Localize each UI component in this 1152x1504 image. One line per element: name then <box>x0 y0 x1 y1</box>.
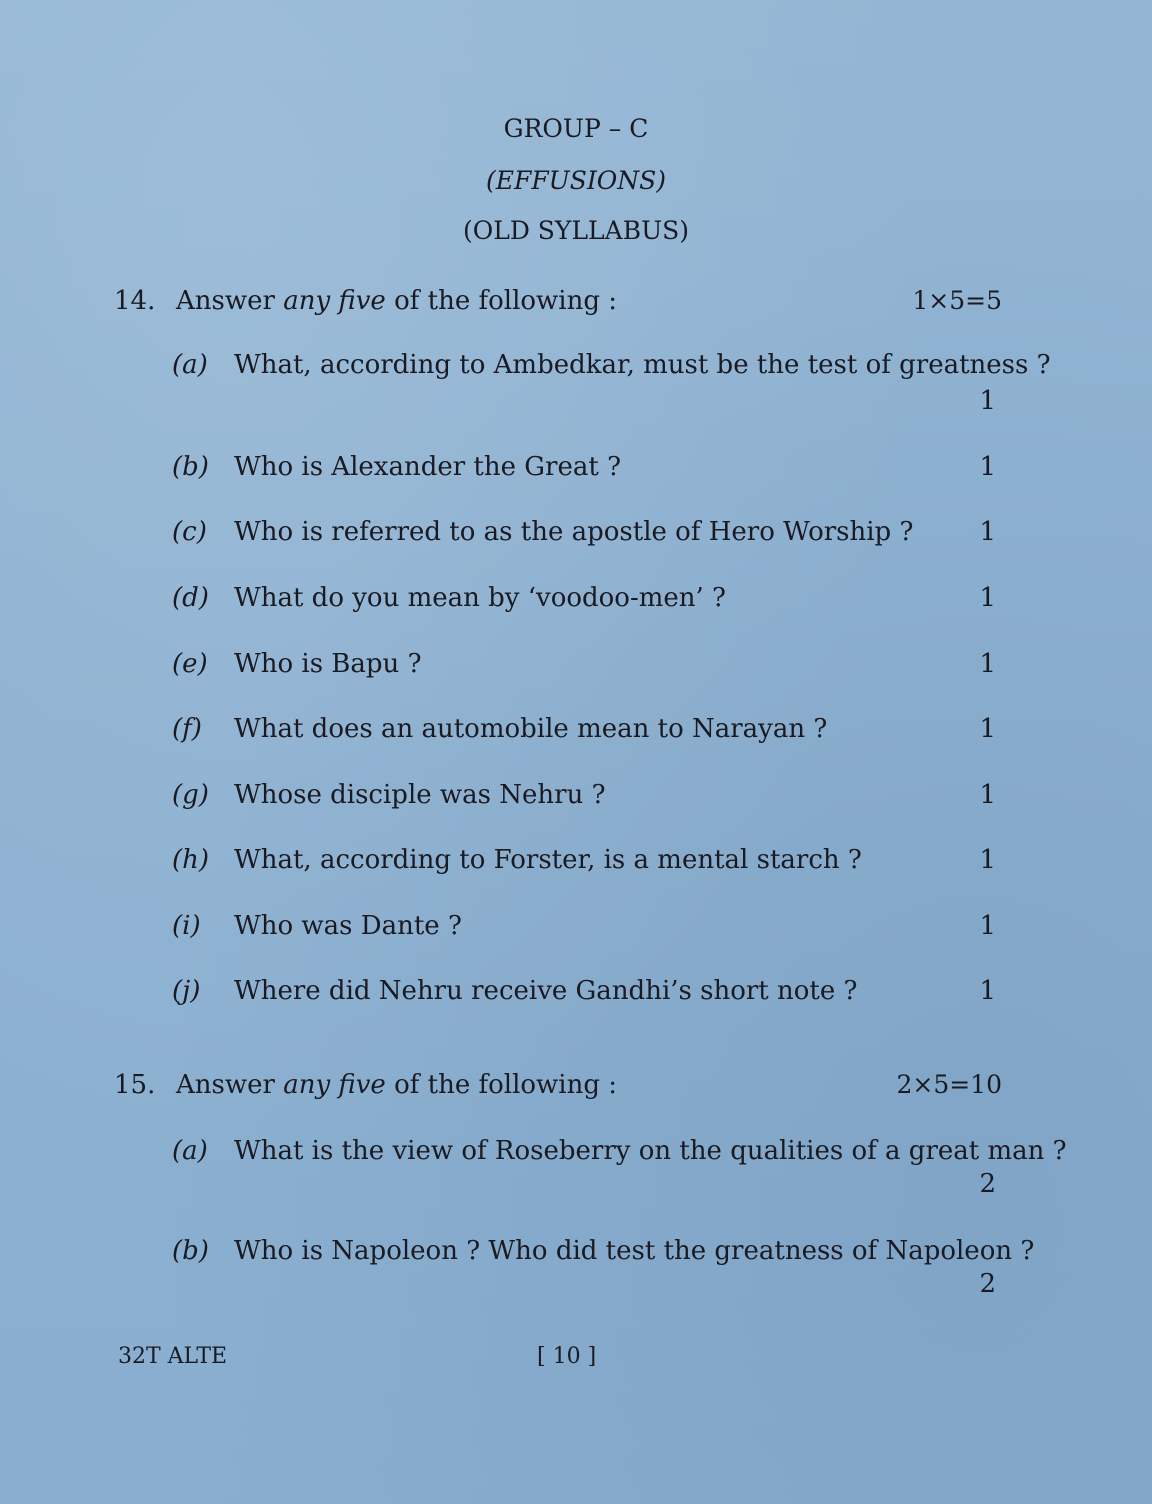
sub-question <box>172 911 462 941</box>
sub-question-marks: 1 <box>979 780 996 810</box>
sub-question-marks: 1 <box>979 583 996 613</box>
sub-question-label: (b) <box>172 1236 209 1266</box>
question-instruction <box>176 286 617 316</box>
question-marks: 2×5=10 <box>896 1070 1002 1099</box>
sub-question-marks: 1 <box>979 714 996 744</box>
sub-question-label: (g) <box>172 780 209 810</box>
page-number: [ 10 ] <box>537 1344 597 1369</box>
sub-question <box>172 1236 1034 1266</box>
sub-question-text: Who is Alexander the Great ? <box>234 452 622 482</box>
sub-question-label: (f) <box>172 714 202 744</box>
sub-question-label: (e) <box>172 649 208 679</box>
sub-question <box>172 1136 1067 1166</box>
sub-question-marks: 1 <box>979 976 996 1006</box>
sub-question-text: What, according to Ambedkar, must be the test of greatness ? <box>234 350 1051 380</box>
instruction-emphasis: any five <box>283 1070 386 1100</box>
sub-question <box>172 780 606 810</box>
sub-question-label: (h) <box>172 845 210 875</box>
sub-question-label: (c) <box>172 517 207 547</box>
instruction-prefix: Answer <box>176 1070 284 1100</box>
sub-question-marks: 2 <box>979 1269 996 1299</box>
question-number: 15. <box>114 1070 156 1100</box>
sub-question-text: Who is referred to as the apostle of Hero Worship ? <box>234 517 914 547</box>
instruction-suffix: of the following : <box>385 286 618 316</box>
sub-question-marks: 1 <box>979 517 996 547</box>
sub-question-marks: 1 <box>979 386 996 416</box>
question-instruction <box>176 1070 617 1100</box>
sub-question-text: Who is Bapu ? <box>234 649 422 679</box>
sub-question <box>172 714 827 744</box>
sub-question <box>172 649 422 679</box>
syllabus-label: (OLD SYLLABUS) <box>462 216 690 245</box>
sub-question <box>172 583 726 613</box>
sub-question-label: (d) <box>172 583 209 613</box>
question-marks: 1×5=5 <box>912 286 1002 315</box>
group-heading: GROUP – C <box>503 114 649 143</box>
sub-question-label: (j) <box>172 976 201 1006</box>
sub-question-text: Who is Napoleon ? Who did test the greatness of Napoleon ? <box>234 1236 1035 1266</box>
sub-question <box>172 452 621 482</box>
sub-question-label: (b) <box>172 452 209 482</box>
sub-question-text: What, according to Forster, is a mental starch ? <box>234 845 862 875</box>
section-title: (EFFUSIONS) <box>485 166 667 195</box>
paper-code: 32T ALTE <box>118 1344 228 1369</box>
question-number: 14. <box>114 286 156 316</box>
instruction-suffix: of the following : <box>385 1070 618 1100</box>
sub-question-text: What does an automobile mean to Narayan ? <box>234 714 828 744</box>
sub-question-text: Where did Nehru receive Gandhi’s short note ? <box>234 976 858 1006</box>
sub-question <box>172 517 913 547</box>
sub-question <box>172 976 857 1006</box>
instruction-emphasis: any five <box>283 286 386 316</box>
sub-question-marks: 2 <box>979 1169 996 1199</box>
sub-question-marks: 1 <box>979 452 996 482</box>
sub-question-marks: 1 <box>979 649 996 679</box>
sub-question-marks: 1 <box>979 911 996 941</box>
sub-question <box>172 845 862 875</box>
sub-question-text: Who was Dante ? <box>234 911 462 941</box>
sub-question-label: (i) <box>172 911 201 941</box>
sub-question-text: Whose disciple was Nehru ? <box>234 780 606 810</box>
sub-question-marks: 1 <box>979 845 996 875</box>
sub-question-label: (a) <box>172 1136 208 1166</box>
sub-question-text: What is the view of Roseberry on the qualities of a great man ? <box>234 1136 1067 1166</box>
sub-question-text: What do you mean by ‘voodoo-men’ ? <box>234 583 726 613</box>
sub-question-label: (a) <box>172 350 208 380</box>
sub-question <box>172 350 1051 380</box>
instruction-prefix: Answer <box>176 286 284 316</box>
